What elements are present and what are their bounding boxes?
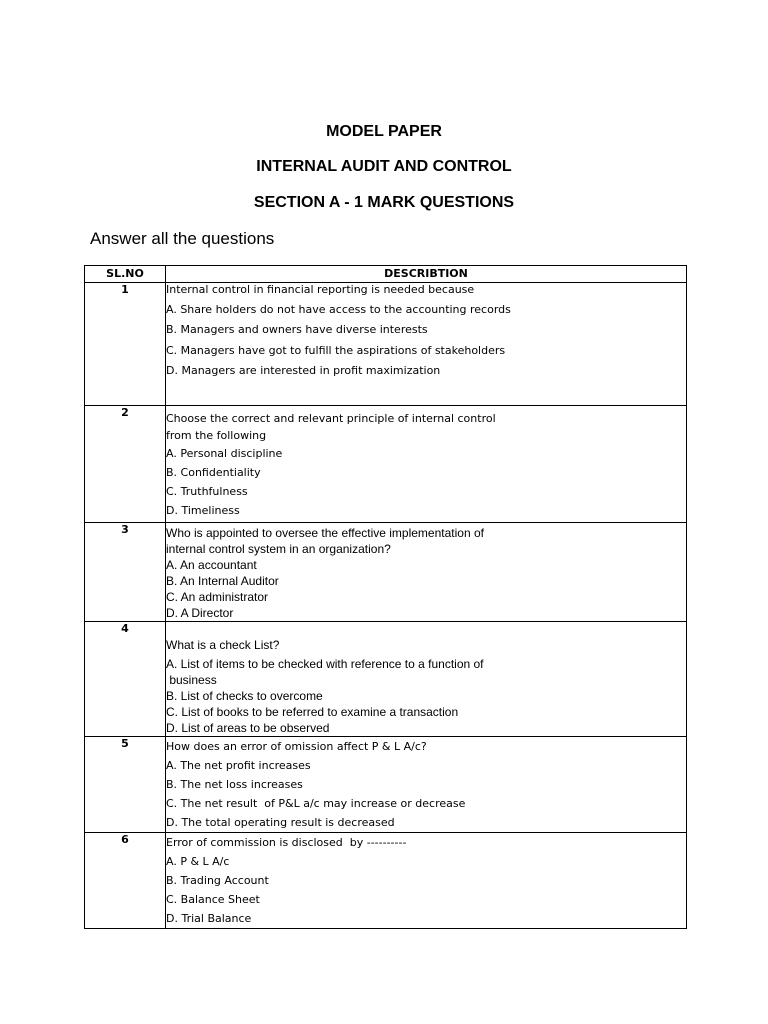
table-row <box>85 523 687 622</box>
option-b: B. Managers and owners have diverse interests <box>166 323 428 336</box>
option-c: C. The net result of P&L a/c may increase or decrease <box>166 797 466 810</box>
question-number: 4 <box>85 622 166 737</box>
option-b: B. The net loss increases <box>166 778 303 791</box>
question-number: 1 <box>85 283 166 406</box>
option-a-cont: business <box>166 673 217 687</box>
subject-title: INTERNAL AUDIT AND CONTROL <box>256 158 512 175</box>
table-row <box>85 737 687 833</box>
option-b: B. List of checks to overcome <box>166 689 323 703</box>
option-a: A. Personal discipline <box>166 447 283 460</box>
option-c: C. List of books to be referred to examine a transaction <box>166 705 459 719</box>
section-title: SECTION A - 1 MARK QUESTIONS <box>253 194 515 211</box>
option-a: A. An accountant <box>166 558 257 572</box>
option-b: B. An Internal Auditor <box>166 574 279 588</box>
question-cell <box>166 833 687 929</box>
description-header: DESCRIBTION <box>166 266 687 283</box>
question-number: 6 <box>85 833 166 929</box>
option-d: D. Trial Balance <box>166 912 252 925</box>
option-c: C. An administrator <box>166 590 269 604</box>
question-cell <box>166 523 687 622</box>
question-cell <box>166 283 687 406</box>
option-b: B. Trading Account <box>166 874 269 887</box>
option-d: D. Timeliness <box>166 504 240 517</box>
question-text-cont: from the following <box>166 429 267 442</box>
question-text: Internal control in financial reporting is needed because <box>166 283 475 296</box>
table-row <box>85 406 687 523</box>
option-a: A. P & L A/c <box>166 855 230 868</box>
question-text: Who is appointed to oversee the effective implementation of <box>166 526 484 540</box>
option-c: C. Truthfulness <box>166 485 248 498</box>
question-text: What is a check List? <box>166 638 280 652</box>
question-text: How does an error of omission affect P & L A/c? <box>166 740 427 753</box>
question-number: 2 <box>85 406 166 523</box>
question-text-cont: internal control system in an organization? <box>166 542 391 556</box>
option-a: A. Share holders do not have access to the accounting records <box>166 303 511 316</box>
question-text: Choose the correct and relevant principle of internal control <box>166 412 496 425</box>
option-d: D. The total operating result is decreased <box>166 816 395 829</box>
question-cell <box>166 406 687 523</box>
table-header-row <box>85 266 687 283</box>
option-a: A. List of items to be checked with reference to a function of <box>166 657 484 671</box>
table-row <box>85 283 687 406</box>
option-b: B. Confidentiality <box>166 466 261 479</box>
question-cell <box>166 737 687 833</box>
option-d: D. List of areas to be observed <box>166 721 330 735</box>
option-d: D. Managers are interested in profit maximization <box>166 364 441 377</box>
table-row <box>85 622 687 737</box>
option-d: D. A Director <box>166 606 234 620</box>
question-number: 5 <box>85 737 166 833</box>
table-row <box>85 833 687 929</box>
instruction-text: Answer all the questions <box>90 229 275 248</box>
paper-title: MODEL PAPER <box>326 123 442 140</box>
option-c: C. Balance Sheet <box>166 893 260 906</box>
option-a: A. The net profit increases <box>166 759 311 772</box>
question-cell <box>166 622 687 737</box>
questions-table <box>84 265 687 929</box>
slno-header: SL.NO <box>85 266 166 283</box>
question-number: 3 <box>85 523 166 622</box>
question-text: Error of commission is disclosed by ---------- <box>166 836 407 849</box>
option-c: C. Managers have got to fulfill the aspirations of stakeholders <box>166 344 506 357</box>
